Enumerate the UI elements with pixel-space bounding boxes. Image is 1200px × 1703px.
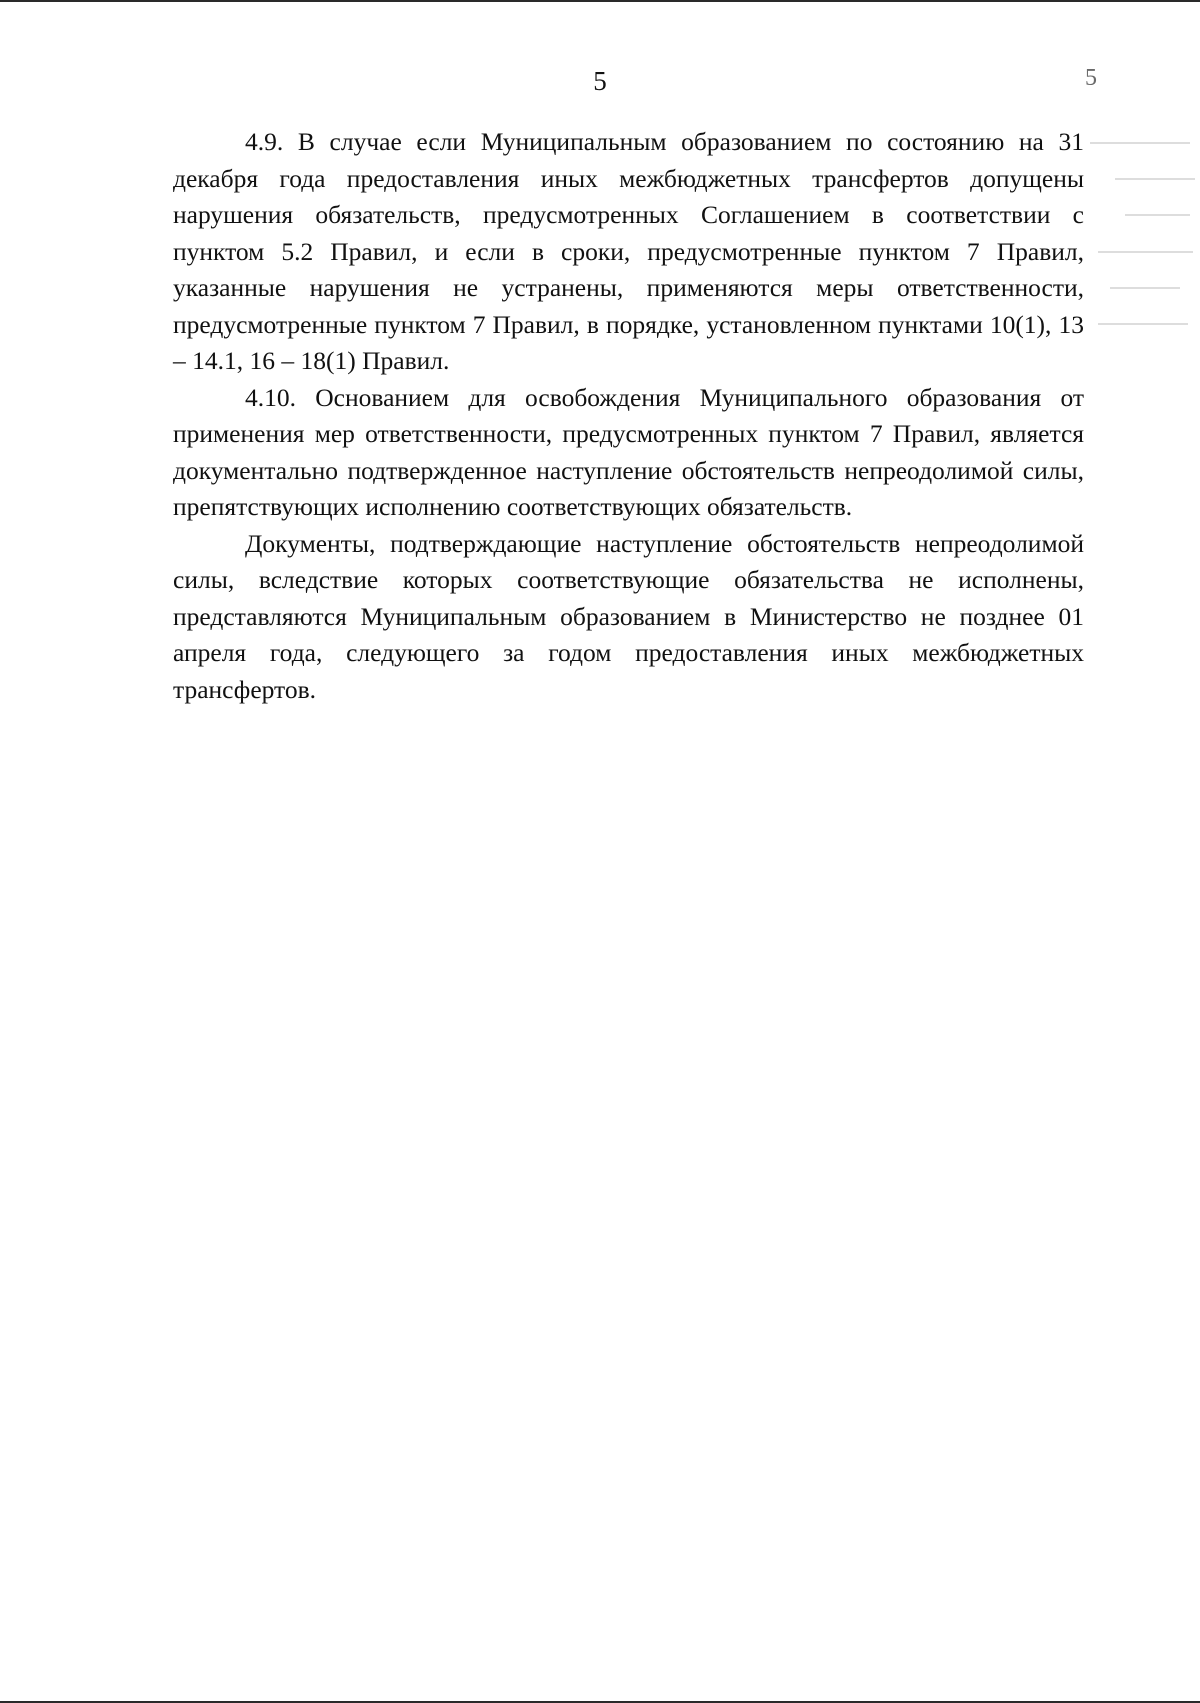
- scan-top-edge: [0, 0, 1200, 2]
- page-number-stamp: 5: [1085, 65, 1097, 91]
- bleed-through-mark: [1098, 323, 1188, 325]
- paragraph-4-10: 4.10. Основанием для освобождения Муниципального образования от применения мер ответственности, предусмотренных пунктом 7 Правил, является документально подтвержденное наступление обстоятельств непреодолимой силы, препятствующих исполнению соответствующих обязательств.: [173, 382, 1084, 521]
- bleed-through-mark: [1110, 287, 1180, 289]
- bleed-through-mark: [1098, 251, 1193, 253]
- bleed-through-mark: [1115, 178, 1195, 180]
- page-number: 5: [593, 66, 607, 96]
- paragraph-force-majeure-documents: Документы, подтверждающие наступление обстоятельств непреодолимой силы, вследствие которых соответствующие обязательства не исполнены, представляются Муниципальным образованием в Министерство не позднее 01 апреля года, следующего за годом предоставления иных межбюджетных трансфертов.: [173, 528, 1084, 704]
- document-body: [173, 124, 1084, 708]
- paragraph-4-9: 4.9. В случае если Муниципальным образованием по состоянию на 31 декабря года предоставления иных межбюджетных трансфертов допущены нарушения обязательств, предусмотренных Соглашением в соответствии с пунктом 5.2 Правил, и если в сроки, предусмотренные пунктом 7 Правил, указанные нарушения не устранены, применяются меры ответственности, предусмотренные пунктом 7 Правил, в порядке, установленном пунктами 10(1), 13 – 14.1, 16 – 18(1) Правил.: [173, 127, 1084, 375]
- bleed-through-mark: [1090, 142, 1190, 144]
- bleed-through-mark: [1125, 214, 1190, 216]
